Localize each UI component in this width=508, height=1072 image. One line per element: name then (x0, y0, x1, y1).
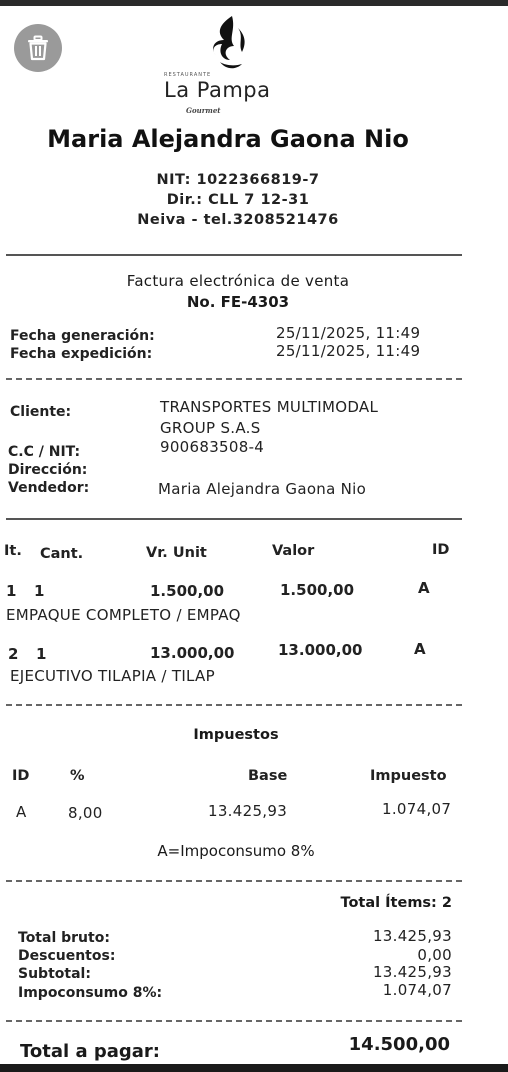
client-label: Cliente: (10, 404, 72, 420)
tax-legend: A=Impoconsumo 8% (157, 842, 315, 860)
col-header-unit-price: Vr. Unit (146, 545, 207, 561)
seller-value: Maria Alejandra Gaona Nio (158, 480, 367, 498)
item-2-value: 13.000,00 (278, 641, 363, 659)
top-edge (0, 0, 508, 6)
exp-date-value: 25/11/2025, 11:49 (276, 342, 421, 360)
item-1-qty: 1 (34, 582, 45, 600)
address-label: Dirección: (8, 462, 88, 478)
item-2-id: A (414, 640, 426, 658)
gen-date-label: Fecha generación: (10, 328, 155, 344)
logo-name: La Pampa (164, 78, 271, 102)
subtotal-value: 13.425,93 (372, 963, 452, 981)
discount-value: 0,00 (417, 946, 452, 964)
tax-row-pct: 8,00 (68, 804, 103, 822)
item-1-description: EMPAQUE COMPLETO / EMPAQ (6, 606, 241, 624)
tax-header-amount: Impuesto (370, 768, 447, 784)
col-header-qty: Cant. (40, 546, 84, 562)
discount-label: Descuentos: (18, 948, 116, 964)
tax-row-amount: 1.074,07 (382, 800, 452, 818)
business-name: Maria Alejandra Gaona Nio (47, 125, 409, 153)
logo-subtitle: Gourmet (186, 106, 221, 115)
trash-icon (26, 35, 50, 61)
tax-header-base: Base (248, 768, 288, 784)
consumption-tax-label: Impoconsumo 8%: (18, 985, 163, 1001)
invoice-type: Factura electrónica de venta (126, 272, 350, 290)
business-city-phone: Neiva - tel.3208521476 (137, 212, 339, 228)
total-due-value: 14.500,00 (348, 1034, 450, 1055)
total-due-label: Total a pagar: (20, 1041, 160, 1062)
delete-button[interactable] (14, 24, 62, 72)
gross-total-value: 13.425,93 (372, 927, 452, 945)
bottom-edge (0, 1064, 508, 1072)
item-2-unit-price: 13.000,00 (150, 644, 235, 662)
client-nit-value: 900683508-4 (160, 438, 265, 456)
item-1-value: 1.500,00 (280, 581, 355, 599)
item-1-number: 1 (6, 582, 17, 600)
item-2-qty: 1 (36, 645, 47, 663)
item-1-unit-price: 1.500,00 (150, 582, 225, 600)
gross-total-label: Total bruto: (18, 930, 110, 946)
business-address: Dir.: CLL 7 12-31 (166, 192, 310, 208)
client-nit-label: C.C / NIT: (8, 444, 81, 460)
total-items: Total Ítems: 2 (340, 895, 452, 911)
consumption-tax-value: 1.074,07 (382, 981, 452, 999)
logo-tagline: RESTAURANTE (164, 72, 212, 78)
seller-label: Vendedor: (8, 480, 90, 496)
col-header-value: Valor (272, 543, 315, 559)
tax-row-base: 13.425,93 (208, 802, 288, 820)
divider (6, 704, 462, 706)
gen-date-value: 25/11/2025, 11:49 (276, 324, 421, 342)
client-name-line1: TRANSPORTES MULTIMODAL (160, 398, 379, 416)
business-nit: NIT: 1022366819-7 (156, 172, 320, 188)
tax-header-id: ID (12, 768, 30, 784)
invoice-number: No. FE-4303 (186, 293, 290, 311)
divider (6, 1020, 462, 1022)
logo (160, 14, 290, 114)
col-header-id: ID (432, 542, 450, 558)
col-header-item: It. (4, 543, 22, 559)
exp-date-label: Fecha expedición: (10, 346, 153, 362)
flame-logo-icon (202, 14, 252, 74)
divider (6, 378, 462, 380)
item-2-number: 2 (8, 645, 19, 663)
tax-row-id: A (16, 803, 27, 821)
client-name-line2: GROUP S.A.S (160, 419, 261, 437)
divider (6, 518, 462, 520)
divider (6, 880, 462, 882)
tax-header-pct: % (70, 768, 85, 784)
subtotal-label: Subtotal: (18, 966, 91, 982)
item-1-id: A (418, 579, 430, 597)
taxes-title: Impuestos (193, 727, 279, 743)
item-2-description: EJECUTIVO TILAPIA / TILAP (10, 667, 215, 685)
divider (6, 254, 462, 256)
